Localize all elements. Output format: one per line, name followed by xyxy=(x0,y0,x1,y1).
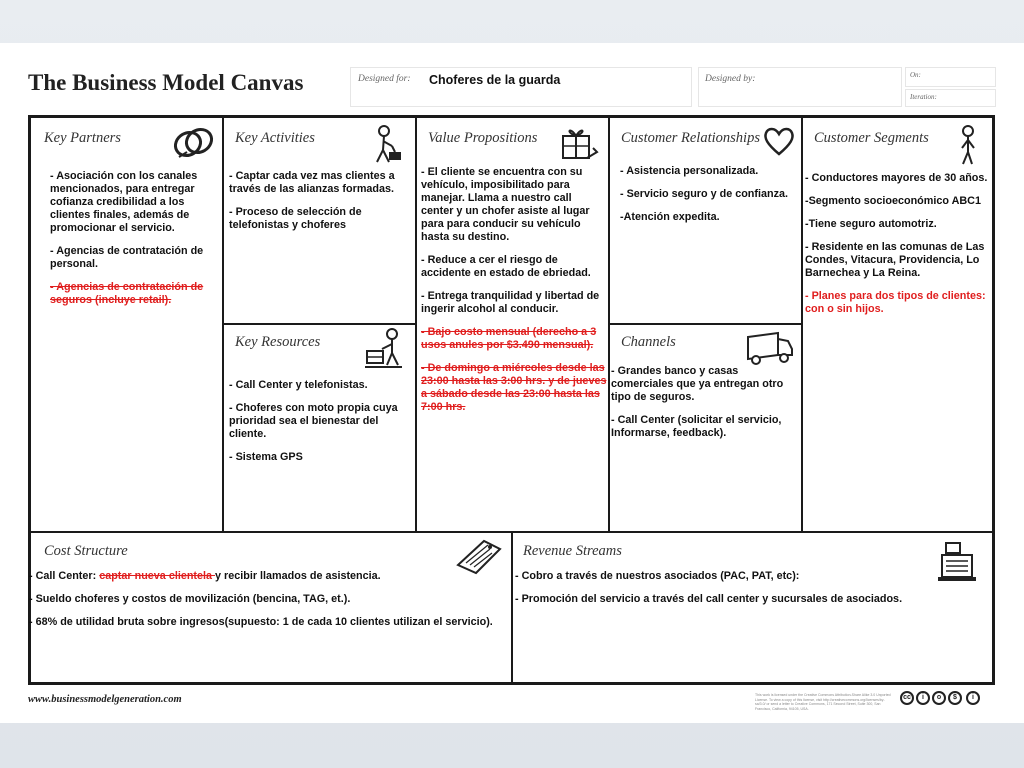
list-item: - Bajo costo mensual (derecho a 3 usos anules por $3.490 mensual). xyxy=(421,326,597,351)
key-resources-list xyxy=(229,379,411,474)
list-item: - Sistema GPS xyxy=(229,451,303,463)
iteration-label: Iteration: xyxy=(910,93,937,101)
creative-commons-icon: cc xyxy=(900,691,914,705)
key-resources-title: Key Resources xyxy=(235,334,321,350)
page-title: The Business Model Canvas xyxy=(28,70,304,95)
list-item xyxy=(29,570,509,583)
heart-icon xyxy=(762,124,796,158)
list-item: - Proceso de selección de telefonistas y choferes xyxy=(229,206,362,231)
share-alike-icon: o xyxy=(932,691,946,705)
customer-relationships-block xyxy=(608,118,801,321)
key-resources-block xyxy=(222,323,415,529)
customer-relationships-title: Customer Relationships xyxy=(621,130,760,146)
revenue-streams-title: Revenue Streams xyxy=(523,543,622,559)
attribution-icon: i xyxy=(916,691,930,705)
list-item: - Sueldo choferes y costos de movilización (bencina, TAG, et.). xyxy=(29,593,351,605)
date-box[interactable] xyxy=(905,67,996,87)
key-activities-list xyxy=(229,170,409,242)
key-activities-block xyxy=(222,118,415,321)
revenue-streams-list xyxy=(515,570,985,616)
list-item: - Call Center (solicitar el servicio, Informarse, feedback). xyxy=(611,414,782,439)
list-item: - El cliente se encuentra con su vehículo, imposibilitado para manejar. Llama a nuestro call center y un chofer asiste al lugar para para conducir su vehículo hasta su destino. xyxy=(421,166,590,243)
cost-structure-title: Cost Structure xyxy=(44,543,128,559)
customer-segments-block xyxy=(801,118,992,529)
channels-list xyxy=(611,365,798,450)
list-item: -Tiene seguro automotriz. xyxy=(805,218,937,230)
delivery-truck-icon xyxy=(744,327,796,367)
list-item: - Call Center y telefonistas. xyxy=(229,379,368,391)
list-item: - Asistencia personalizada. xyxy=(620,165,759,177)
designed-for-box[interactable] xyxy=(350,67,692,107)
list-item: - Planes para dos tipos de clientes: con o sin hijos. xyxy=(805,290,986,315)
no-commercial-icon: $ xyxy=(948,691,962,705)
worker-icon xyxy=(369,124,403,166)
list-item: - De domingo a miércoles desde las 23:00 hasta las 3:00 hrs. y de jueves a sábado desde las 23:00 hasta las 7:00 hrs. xyxy=(421,362,607,413)
list-item: - Cobro a través de nuestros asociados (PAC, PAT, etc): xyxy=(515,570,800,582)
chain-link-icon xyxy=(171,124,215,162)
designed-by-label: Designed by: xyxy=(705,74,756,84)
list-item: - Agencias de contratación de personal. xyxy=(50,245,204,270)
value-propositions-list xyxy=(421,166,607,424)
list-item: - Asociación con los canales mencionados, para entregar cofianza credibilidad a los clientes finales, además de promocionar el servicio. xyxy=(50,170,198,234)
person-icon xyxy=(956,124,980,168)
cost-structure-block xyxy=(31,531,511,682)
channels-block xyxy=(608,323,801,529)
license-text: This work is licensed under the Creative Commons Attribution-Share Alike 3.0 Unported License. To view a copy of this license, visit http://creativecommons.org/licenses/by-sa/3.0/ or send a letter to Creative Commons, 171 Second Street, Suite 300, San Francisco, California, 94105, USA. xyxy=(755,693,891,711)
customer-relationships-list xyxy=(620,165,798,234)
key-partners-title: Key Partners xyxy=(44,130,121,146)
channels-title: Channels xyxy=(621,334,676,350)
list-item: - Entrega tranquilidad y libertad de ingerir alcohol al conducir. xyxy=(421,290,600,315)
designed-for-label: Designed for: xyxy=(358,74,411,84)
person-circle-icon: i xyxy=(966,691,980,705)
iteration-box[interactable] xyxy=(905,89,996,107)
revenue-streams-block xyxy=(510,531,992,682)
value-propositions-block xyxy=(415,118,608,529)
list-item: - Captar cada vez mas clientes a través de las alianzas formadas. xyxy=(229,170,395,195)
worker-with-boxes-icon xyxy=(362,327,406,371)
list-item: - Choferes con moto propia cuya prioridad sea el bienestar del cliente. xyxy=(229,402,398,440)
key-partners-block xyxy=(31,118,222,529)
value-propositions-title: Value Propositions xyxy=(428,130,538,146)
list-item: - Grandes banco y casas comerciales que ya entregan otro tipo de seguros. xyxy=(611,365,784,403)
list-item: - Promoción del servicio a través del call center y sucursales de asociados. xyxy=(515,593,903,605)
list-item: - 68% de utilidad bruta sobre ingresos(supuesto: 1 de cada 10 clientes utilizan el servicio). xyxy=(29,616,493,628)
cost-item-prefix: - Call Center: xyxy=(29,570,100,582)
list-item: - Agencias de contratación de seguros (incluye retail). xyxy=(50,281,204,306)
footer-link[interactable]: www.businessmodelgeneration.com xyxy=(28,694,182,705)
customer-segments-title: Customer Segments xyxy=(814,130,929,146)
list-item: - Servicio seguro y de confianza. xyxy=(620,188,789,200)
list-item: - Residente en las comunas de Las Condes, Vitacura, Providencia, Lo Barnechea y La Reina. xyxy=(805,241,985,279)
on-label: On: xyxy=(910,71,921,79)
list-item: - Conductores mayores de 30 años. xyxy=(805,172,988,184)
key-partners-list xyxy=(50,170,215,317)
cost-structure-list xyxy=(29,570,509,639)
cost-item-struck: captar nueva clientela xyxy=(99,570,216,582)
customer-segments-list xyxy=(805,172,993,326)
cost-item-suffix: y recibir llamados de asistencia. xyxy=(215,570,381,582)
designed-by-box[interactable] xyxy=(698,67,902,107)
list-item: -Atención expedita. xyxy=(620,211,720,223)
list-item: - Reduce a cer el riesgo de accidente en estado de ebriedad. xyxy=(421,254,591,279)
designed-for-value: Choferes de la guarda xyxy=(429,73,561,87)
list-item: -Segmento socioeconómico ABC1 xyxy=(805,195,981,207)
key-activities-title: Key Activities xyxy=(235,130,315,146)
gift-box-icon xyxy=(557,122,599,164)
